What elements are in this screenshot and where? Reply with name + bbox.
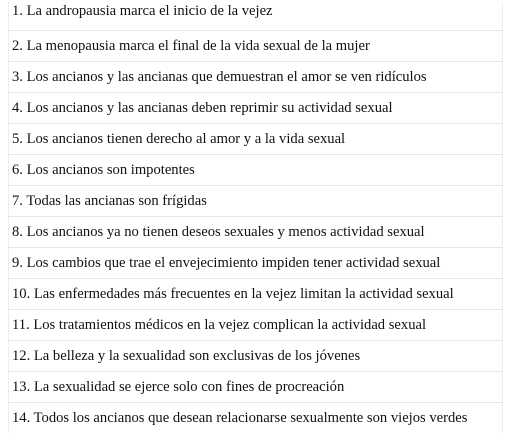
statement-cell: 3. Los ancianos y las ancianas que demuestran el amor se ven ridículos — [9, 62, 503, 93]
statement-cell: 1. La andropausia marca el inicio de la vejez — [9, 2, 503, 31]
table-row — [9, 310, 503, 341]
table-row — [9, 403, 503, 434]
table-row — [9, 248, 503, 279]
statement-cell: 2. La menopausia marca el final de la vida sexual de la mujer — [9, 31, 503, 62]
table-row — [9, 93, 503, 124]
statement-cell: 12. La belleza y la sexualidad son exclusivas de los jóvenes — [9, 341, 503, 372]
statement-cell: 14. Todos los ancianos que desean relacionarse sexualmente son viejos verdes — [9, 403, 503, 434]
statement-cell: 6. Los ancianos son impotentes — [9, 155, 503, 186]
statements-table — [8, 2, 503, 433]
table-row — [9, 2, 503, 31]
table-row — [9, 217, 503, 248]
table-row — [9, 372, 503, 403]
table-row — [9, 62, 503, 93]
table-row — [9, 186, 503, 217]
statement-cell: 13. La sexualidad se ejerce solo con fines de procreación — [9, 372, 503, 403]
table-row — [9, 279, 503, 310]
statement-cell: 11. Los tratamientos médicos en la vejez complican la actividad sexual — [9, 310, 503, 341]
statement-cell: 7. Todas las ancianas son frígidas — [9, 186, 503, 217]
table-row — [9, 31, 503, 62]
table-row — [9, 155, 503, 186]
statement-cell: 4. Los ancianos y las ancianas deben reprimir su actividad sexual — [9, 93, 503, 124]
statement-cell: 9. Los cambios que trae el envejecimiento impiden tener actividad sexual — [9, 248, 503, 279]
statement-cell: 8. Los ancianos ya no tienen deseos sexuales y menos actividad sexual — [9, 217, 503, 248]
statements-table-container — [8, 2, 503, 433]
statement-cell: 5. Los ancianos tienen derecho al amor y a la vida sexual — [9, 124, 503, 155]
statement-cell: 10. Las enfermedades más frecuentes en la vejez limitan la actividad sexual — [9, 279, 503, 310]
table-row — [9, 124, 503, 155]
table-row — [9, 341, 503, 372]
